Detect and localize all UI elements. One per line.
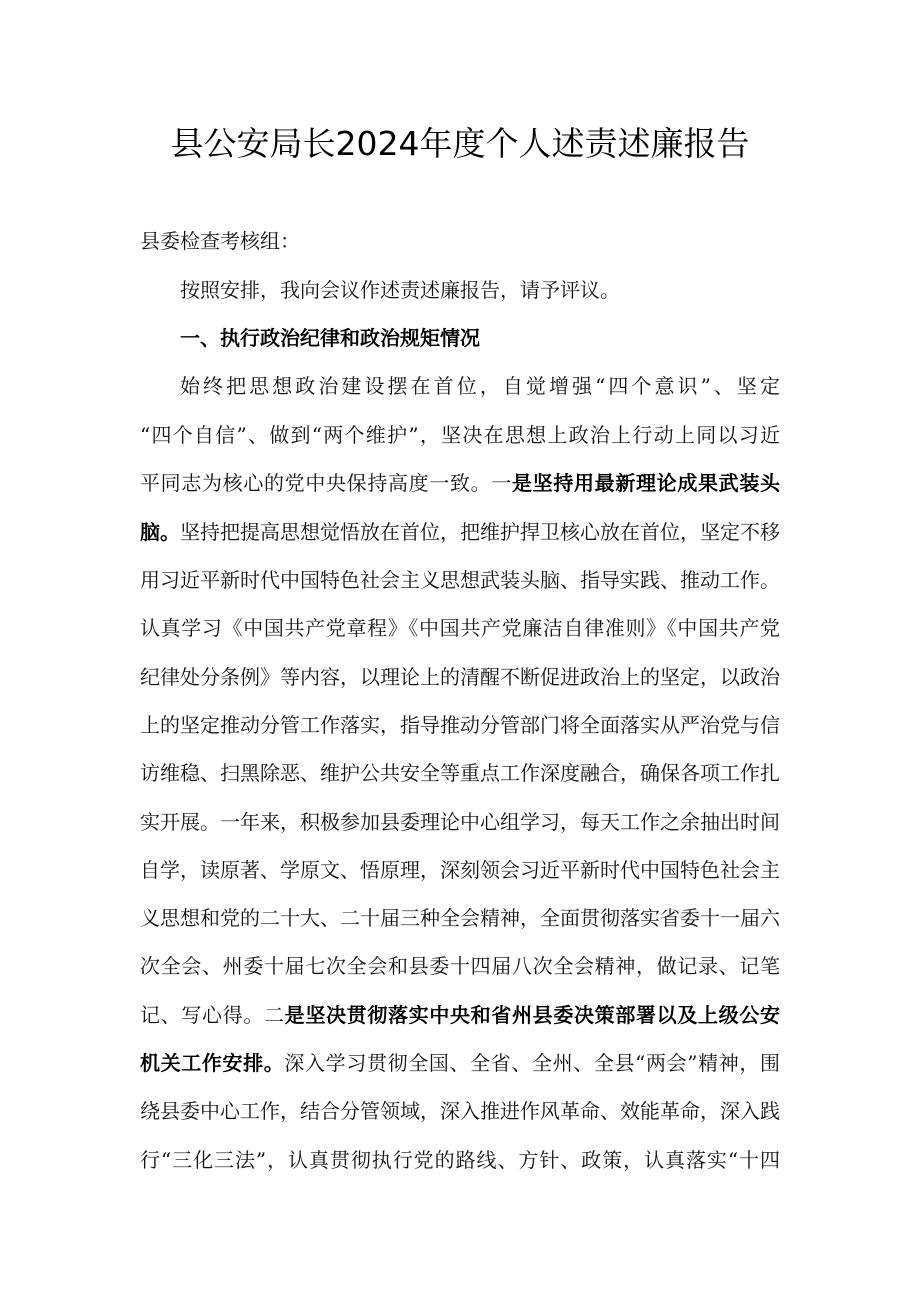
body-line-3 — [140, 468, 780, 498]
body-line-13: 次全会、州委十届七次全会和县委十四届八次全会精神，做记录、记笔 — [140, 954, 780, 978]
body-line-5: 用习近平新时代中国特色社会主义思想武装头脑、指导实践、推动工作。 — [140, 568, 780, 592]
body-line-6: 认真学习《中国共产党章程》《中国共产党廉洁自律准则》《中国共产党 — [140, 616, 780, 640]
body-line-12: 义思想和党的二十大、二十届三种全会精神，全面贯彻落实省委十一届六 — [140, 906, 780, 930]
body-line-17: 行“三化三法”，认真贯彻执行党的路线、方针、政策，认真落实“十四 — [140, 1148, 780, 1172]
intro-paragraph: 按照安排，我向会议作述责述廉报告，请予评议。 — [180, 278, 620, 302]
body-line-10: 实开展。一年来，积极参加县委理论中心组学习，每天工作之余抽出时间 — [140, 810, 780, 834]
body-line-7: 纪律处分条例》等内容，以理论上的清醒不断促进政治上的坚定，以政治 — [140, 665, 780, 689]
document-title: 县公安局长2024年度个人述责述廉报告 — [170, 124, 750, 163]
body-line-8: 上的坚定推动分管工作落实，指导推动分管部门将全面落实从严治党与信 — [140, 713, 780, 737]
section-heading-text: 一、执行政治纪律和政治规矩情况 — [180, 326, 480, 350]
point-two-heading-end: 机关工作安排。 — [140, 1051, 285, 1075]
body-line-11: 自学，读原著、学原文、悟原理，深刻领会习近平新时代中国特色社会主 — [140, 858, 780, 882]
body-line-3-text: 平同志为核心的党中央保持高度一致。一 — [140, 471, 512, 495]
body-line-14-text: 记、写心得。二 — [140, 1003, 285, 1027]
salutation: 县委检查考核组： — [140, 229, 300, 253]
body-line-4 — [140, 517, 780, 547]
body-line-2: “四个自信”、做到“两个维护”，坚决在思想上政治上行动上同以习近 — [140, 423, 780, 447]
body-line-9: 访维稳、扫黑除恶、维护公共安全等重点工作深度融合，确保各项工作扎 — [140, 761, 780, 785]
body-line-15-text: 深入学习贯彻全国、全省、全州、全县“两会”精神，围 — [284, 1051, 781, 1075]
body-line-4-text: 坚持把提高思想觉悟放在首位，把维护捍卫核心放在首位，坚定不移 — [180, 520, 780, 544]
body-line-16: 绕县委中心工作，结合分管领域，深入推进作风革命、效能革命，深入践 — [140, 1099, 780, 1123]
body-line-1: 始终把思想政治建设摆在首位，自觉增强“四个意识”、坚定 — [180, 374, 780, 398]
body-line-14 — [140, 1000, 780, 1030]
point-two-heading: 是坚决贯彻落实中央和省州县委决策部署以及上级公安 — [284, 1003, 781, 1027]
point-one-heading-end: 脑。 — [140, 520, 180, 544]
section-heading — [180, 323, 780, 353]
point-one-heading: 是坚持用最新理论成果武装头 — [512, 471, 780, 495]
body-line-15 — [140, 1048, 780, 1078]
